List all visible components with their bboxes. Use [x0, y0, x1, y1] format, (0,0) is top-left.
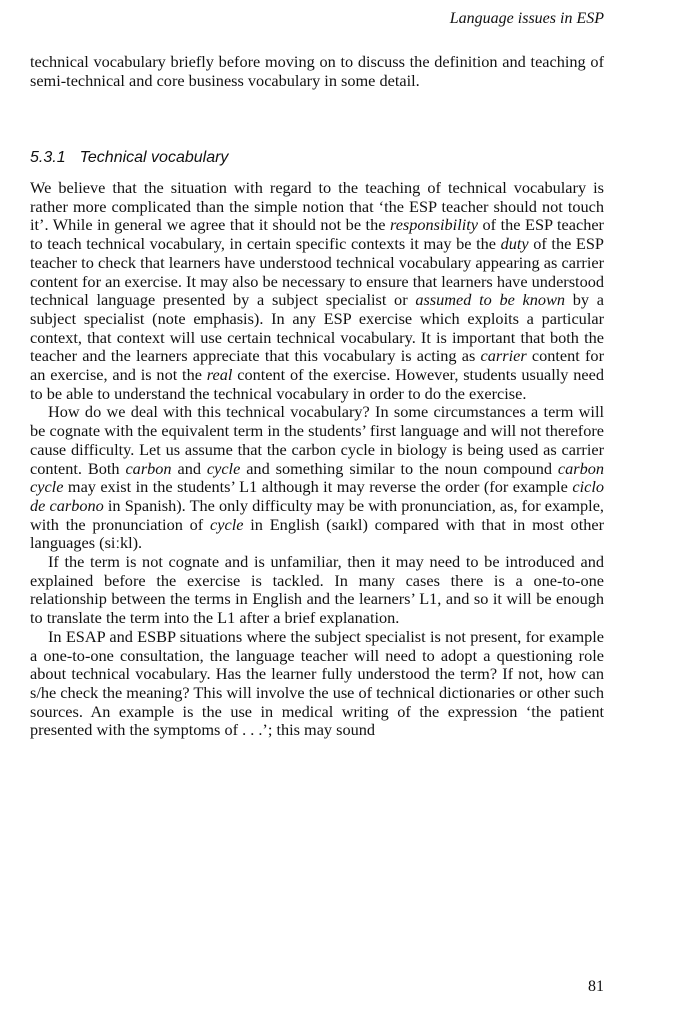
emphasis: carrier: [480, 346, 527, 366]
section-heading: [30, 148, 228, 168]
emphasis: carbon: [125, 458, 172, 478]
emphasis: duty: [500, 234, 529, 254]
emphasis: ciclo de carbono: [30, 477, 604, 515]
emphasis: assumed to be known: [415, 290, 566, 310]
text-run: may exist in the students’ L1 although it may reverse the order (for example: [63, 477, 573, 497]
page-number: 81: [588, 978, 604, 995]
paragraph-1: [30, 179, 604, 403]
text-run: content of the exercise. However, students usually need to be able to understand the technical vocabulary in order to do the exercise.: [30, 365, 604, 403]
emphasis: carbon cycle: [30, 458, 604, 497]
section-title: Technical vocabulary: [79, 149, 229, 166]
section-body: [30, 179, 604, 740]
text-run: of the ESP teacher to teach technical vocabulary, in certain specific contexts it may be the: [30, 215, 604, 254]
section-number: 5.3.1: [30, 149, 66, 166]
intro-paragraph: technical vocabulary briefly before moving on to discuss the definition and teaching of semi-technical and core business vocabulary in some detail.: [30, 52, 604, 90]
text-run: in Spanish). The only difficulty may be with pronunciation, as, for example, with the pronunciation of: [30, 495, 604, 534]
paragraph-2: [30, 403, 604, 553]
emphasis: real: [206, 365, 233, 385]
text-run: We believe that the situation with regard to the teaching of technical vocabulary is rather more complicated than the simple notion that ‘the ESP teacher should not touch it’. While in general we agree that it should not be the: [30, 178, 604, 235]
emphasis: cycle: [206, 458, 241, 478]
text-run: How do we deal with this technical vocabulary? In some circumstances a term will be cognate with the equivalent term in the students’ first language and will not therefore cause difficulty. Let us assume that the carbon cycle in biology is being used as carrier content. Both: [30, 402, 604, 478]
text-run: and something similar to the noun compound: [240, 458, 558, 478]
text-run: in English (saɪkl) compared with that in most other languages (siːkl).: [30, 514, 605, 553]
paragraph-3: If the term is not cognate and is unfamiliar, then it may need to be introduced and explained before the exercise is tackled. In many cases there is a one-to-one relationship between the terms in English and the learners’ L1, and so it will be enough to translate the term into the L1 after a brief explanation.: [30, 552, 604, 628]
running-header: Language issues in ESP: [449, 10, 604, 27]
emphasis: cycle: [210, 514, 244, 534]
text-run: content for an exercise, and is not the: [30, 346, 604, 385]
text-run: of the ESP teacher to check that learners have understood technical vocabulary appearing as carrier content for an exercise. It may also be necessary to ensure that learners have understood technical language presented by a subject specialist or: [30, 234, 604, 310]
text-run: and: [171, 458, 207, 478]
text-run: by a subject specialist (note emphasis). In any ESP exercise which exploits a particular context, that context will use certain technical vocabulary. It is important that both the teacher and the learners appreciate that this vocabulary is acting as: [30, 290, 604, 366]
emphasis: responsibility: [389, 215, 479, 235]
paragraph-4: In ESAP and ESBP situations where the subject specialist is not present, for example a one-to-one consultation, the language teacher will need to adopt a questioning role about technical vocabulary. Has the learner fully understood the term? If not, how can s/he check the meaning? This will involve the use of technical dictionaries or other such sources. An example is the use in medical writing of the expression ‘the patient presented with the symptoms of . . .’; this may sound: [30, 626, 604, 740]
